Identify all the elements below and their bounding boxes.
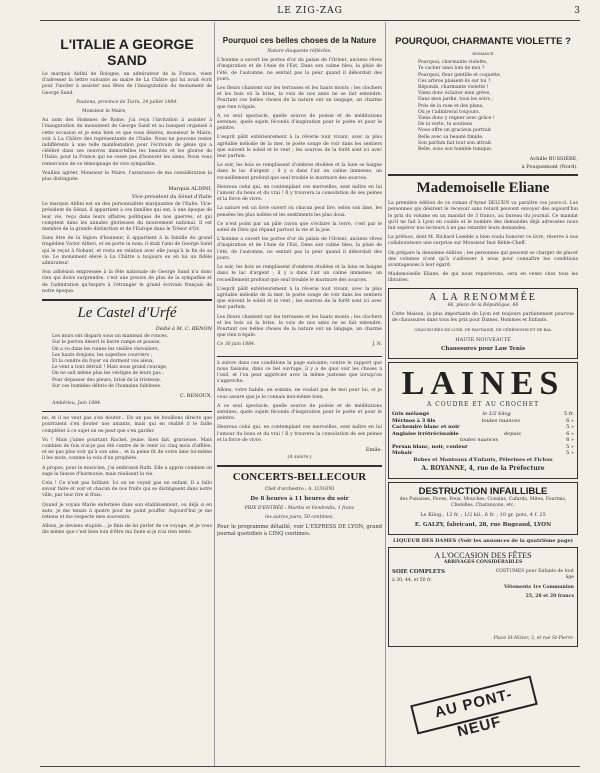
poem-signature: C. RENOUX. [179,392,212,399]
ad-fetes-left [392,569,479,603]
concert-conductor: Chef d'orchestre : A. LUIGINI [264,487,335,493]
concert-prices: PRIX D'ENTRÉE : Mardis et Vendredis, 1 franc [244,505,355,511]
concert-hours: De 8 heures à 11 heures du soir [250,496,349,503]
eliane-paragraph: Mademoiselle Eliane, de qui nous reparlerons, sera en vente chez tous les libraires. [388,272,578,284]
ad-fetes-line: à 30, 44, et 50 fr. [392,578,432,584]
ad-destruction-title: DESTRUCTION INFAILLIBLE [418,486,548,498]
article-signature: Marquis ALDINI, [168,186,212,193]
price-item-qty: toutes nuances [459,437,499,444]
romance-title: POURQUOI, CHARMANTE VIOLETTE ? [395,36,571,47]
article-paragraph: Au nom des Hommes de Rome, j'ai reçu l'invitation à assister à l'inauguration du monument de George Sand et au banquet organisé à cette occasion et je sens bien ce que vous désirez, monsieur le Maire, voir à La Châtre des représentants de l'Italie. Nous ne pouvons rester indifférents à une telle manifestation pour l'écrivain de génie qui a célébré dans ses oeuvres immortelles les beautés et les gloires de l'Italie; pour la France qui ne cesse pas d'honorer les siens. Nous vous remercions de ce témoignage de vive sympathie. [42,118,212,167]
price-item-price: 6 » [566,417,574,424]
price-item-qty: le 1/2 kilog [482,411,511,418]
article-paragraph: Heureux celui qui, en contemplant ces merveilles, sent naître en lui l'amour du beau et du vrai ! Il y trouvera la consolation de ses peines et la force de vivre. [217,184,382,203]
ad-renommee [388,288,578,359]
bottom-rule [40,766,580,767]
article-paragraph: A ce seul spectacle, quelle source de poésie et de méditations sereines, quels sujets féconds d'inspiration pour le poète et pour le peintre. [217,113,382,132]
price-item-name: Persan blanc, noir, couleur [392,443,468,450]
masthead-rule [40,20,580,21]
ad-fetes-line: COSTUMES pour Enfants de tout âge [495,569,574,581]
ad-fetes-line: Vêtements 1re Communion [504,584,574,590]
price-item-price: 5 » [566,450,574,457]
ad-laines-line: Robes et Manteaux d'Enfants, Pèlerines et Fichus [413,456,553,463]
ad-laines-price-list [392,411,574,457]
article-date: Ce 30 juin 1884. [217,342,256,348]
article-paragraph: ne, et il ne veut pas s'en douter... En un pas de bouillons directs que pourraient s'en douter nos amants, mais qui en réalité il le faille compléter à ce sujet on ne peut que s'en garder. [42,416,212,434]
section-divider [217,356,382,357]
eliane-paragraph: La première édition de ce roman d'Aymé DELUEN va paraître ces jours-ci. Les personnes qui désirent le recevoir sans retard peuvent envoyer dès aujourd'hui le prix du volume en un mandat de 3 francs, au bureau du journal. Ce mandat qu'il ne fait à Lyon en coulés et le nombre des demandes déjà adressées nous fait espérer nos lecteurs à ne pas retarder leurs demandes. [388,201,578,232]
romance-place: à Pouquemont (Nord). [521,164,578,171]
masthead [40,6,580,20]
article-initials: J. N. [372,342,382,348]
article-signature: Emile. [365,446,382,453]
ad-fetes-line: SOIE COMPLETS [392,569,445,576]
eliane-paragraph: La préface, dont M. Richard Leseble a bien voulu honorer ce livre, réserve à nos collaborateurs une surprise sur Monsieur Inot Réble-Cheff. [388,235,578,247]
poem-dedication: Dédié à M. C. RENON [155,326,212,333]
article-footer [217,342,382,351]
price-item-name: Gris mélangé [392,411,430,418]
article-paragraph: Cela ! Ce n'est pas brillant. Ici on ne voyait pas un enfant. Il a fallu savoir faire et voir et chacun de nos fruits qui se distinguent dans notre ville, par leur rire si frais. [42,480,212,499]
column-separator [214,22,215,767]
article-paragraph: Les fleurs chantent sur les terrasses et les hauts monts ; les clochers et les bois où la brise, la voix de nos amis ne se fait entendre. Pourtant ces belles choses de la nature ont un langage, un charme que rien n'égale. [217,314,382,339]
ad-fetes-row [392,569,574,603]
ad-fetes-right [487,569,574,603]
ad-destruction [388,482,578,535]
price-item-name: Mohair [392,450,413,457]
article-paragraph: Les fleurs chantent sur les terrasses et les hauts monts ; les clochers et les bois où la brise, la voix de nos amis ne se fait entendre. Pourtant ces belles choses de la nature ont un langage, un charme que rien n'égale. [217,86,382,110]
article-paragraph: Sans être de la légion d'honneur, il appartient à la famille du grand tragédien Victor Alfieri, et en porte le nom; il était l'ami de George Sand qui le reçut à Nohant, et resta en relation avec elle jusqu'à la fin de sa vie. Le monument élevé à La Châtre a toujours eu en lui un fidèle admirateur. [42,236,212,267]
price-item-price: 5 fr. [563,411,574,418]
article-paragraph: Allons, je deviens stupide... je finis de lui parler de ce voyage, et je vous dis même que c'est bien loin d'être ma faute si je n'ai rien tenté. [42,524,212,536]
column-3 [388,22,578,767]
ad-renommee-title: A LA RENOMMÉE [429,291,537,303]
romance-text: Pourquoi, charmante violette, Te cacher ainsi loin de moi ? Pourquoi, fleur gentille et coquette, Ces arbres plaisent-ils sur toi ? Réponds, charmante violette ! Viens donc éclairer mon grève, Dans mon jardin, tous les soirs ; Près de la rose et des plans, Où je t'admirerai toujours. Viens donc y régner avec grâce ! De la verte, tu soutiens Nous offre un gracieux portrait Belle avec sa beauté timide, Son parfum fait tout son attrait. Belle, sous son humble tunique. [418,60,502,153]
ad-fetes-line: 25, 28 et 20 francs [525,593,574,599]
romance-signature: Achille BUSSIÈRE, [529,156,578,163]
article-intro: Le marquis Aldini de Bologne, un admirateur de la France, vient d'adresser la lettre suivante au maire de La Châtre qui lui avait écrit pour l'inviter à assister aux fêtes de l'inauguration du monument de George Sand. [42,72,212,96]
ad-fetes [388,547,578,647]
article-paragraph: L'esprit pâlit extérieurement à la rêverie tout vivant, avec la plus agréable mélodie de la mer, le poète songe de voir dans les sentiers que suivent le soleil et le vent ; les sources de la forêt sont ici avec leur parfum. [217,135,382,160]
article-paragraph: A propos, pour le musicien, j'ai embrassé Ruth. Elle a appris combien on sage la fausse d'harmonie, mais réalisant la vie. [42,465,212,477]
ad-destruction-price: Le Kilog., 12 fr. ; 1/2 kil., 6 fr. ; 10 gr. pots, 4 f. 25 [420,512,546,519]
section-divider [217,465,382,467]
article-paragraph: Le soir, les bois se remplissent d'ombres étoilées et la lune se baigne dans le lac d'argent ; il y a dans l'air un calme immense, un recueillement profond que seul trouble le murmure des sources. [217,265,382,283]
concert-programme: Pour le programme détaillé, voir L'EXPRESS DE LYON, grand journal quotidien à CINQ centimes. [217,523,382,537]
ad-liqueur: LIQUEUR DES DAMES (Voir les annonces de la quatrième page) [392,537,574,544]
ad-destruction-maker: E. GALZY, fabricant, 28, rue Bugeaud, LYON [414,521,552,528]
ad-laines [388,362,578,479]
article-paragraph: L'esprit pâlit extérieurement à la rêverie tout vivant, avec la plus agréable mélodie de la mer, le poète songe de voir dans les sentiers que suivent le soleil et le vent ; les sources de la forêt sont ici avec leur parfum. [217,286,382,311]
column-2 [217,22,382,767]
ad-renommee-text: Cette Maison, la plus importante de Lyon est toujours parfaitement pourvue de chaussures dans tous les prix pour Dames, Hommes et Enfants. [392,311,574,324]
article-paragraph: Ce n'est point par un pâle rayon que s'éclaire la terre, c'est par le soleil de Dieu qui répand partout la vie et la joie. [217,221,382,234]
ad-fetes-line: ARRIVAGES CONSIDÉRABLES [443,560,523,566]
article-paragraph: La nature est un livre ouvert où chacun peut lire, selon son âme, les pensées les plus nobles et les sentiments les plus doux. [217,206,382,218]
poem-text: Les murs ont disparu sous un manteau de ronces, Sur le perron désert le lierre rampe et pousse, On a vu dans les ruines les vieilles chevaliers, Les hauts donjons, les superbes courriers ; Et la cendre du foyer où dorment vos aïeux, Le vent a tout détruit ! Mais nous grand courage, On ne sait même plus les vestiges de leurs pas ; Pour dépasser des pleurs, brisé de la tristesse, Sur ces humbles débris de l'humaine faiblesse. [52,334,169,389]
price-item-name: Anglaise irrétrécissable [392,430,459,437]
romance-subtitle: ROMANCE [472,51,494,56]
ad-laines-subtitle: A COUDRE ET AU CROCHET [426,400,540,408]
price-item-price: 5 » [566,424,574,431]
eliane-paragraph: On prépare la deuxième édition ; les personnes qui peuvent se charger de placer des volumes n'ont qu'à s'adresser à nous pour connaître les conditions avantageuses à leur égard. [388,250,578,269]
section-divider [388,174,578,176]
article-paragraph: à suivre dans ces conditions la page suivante; contre le rapport que nous faisions, dans ce bel ouvrage, il y a de quoi voir les choses à l'oeil, et l'on peut apprécier avec la même justesse que lorsqu'on s'approche. [217,360,382,385]
price-item-price: 8 » [566,437,574,444]
article-title: Pourquoi ces belles choses de la Nature [222,36,377,45]
column-separator [385,22,386,767]
article-paragraph: Le marquis Aldini est un des personnalités marquantes de l'Italie. Vice-président du Sénat, il appartient à ces familles qui ont, à une époque de leur vie, reçu dans leurs affaires politiques de nos guerres, et qui comptent dans les annales glorieuses du mouvement national. Il est membre de la grande distinction et de l'Europe dans le Trésor d'Or. [42,202,212,233]
article-subtitle: Nature éloquente réfléchie. [267,49,332,54]
article-dateline: Pautona, province de Turin, 24 juillet 1884. [76,99,178,105]
ad-renommee-line: CHAUSSURES DE LUXE, DE FANTAISIE, DE CÉRÉMONIE ET DE BAL [414,327,552,333]
article-paragraph: Heureux celui qui, en contemplant ces merveilles, sent naître en lui l'amour du beau et du vrai ! Il y trouvera la consolation de ses peines et la force de vivre. [217,425,382,443]
article-paragraph: Le soir, les bois se remplissent d'ombres étoilées et la lune se baigne dans le lac d'argent ; il y a dans l'air un calme immense, un recueillement profond que seul trouble le murmure des sources. [217,163,382,181]
article-paragraph: A ce seul spectacle, quelle source de poésie et de méditations sereines, quels sujets féconds d'inspiration pour le poète et pour le peintre. [217,403,382,422]
ad-laines-address: A. ROYANNE, 4, rue de la Préfecture [421,464,545,472]
article-salutation: Monsieur le Maire, [82,109,127,115]
article-paragraph: L'homme a ouvert les portes d'or du palais de l'Orient, anciens rêves d'inspiration et de l'Asie de l'Est, Dans son calme bleu, la pluie de l'été, de l'automne, ne sentait pas la peur quand il débordait des jours. [217,58,382,82]
article-paragraph: Allons, votre habile, en somme, ne voulait pas de moi pour lui, et je vous assure que je le connais moi-même bien. [217,388,382,400]
section-divider [42,299,212,301]
concert-prices-other: les autres jours, 50 centimes. [265,514,334,520]
ad-destruction-text: des Punaises, Puces, Poux, Mouches, Cousins, Cafards, Mites, Fourmis, Chenilles, Charançons, etc. [399,497,567,509]
article-paragraph: Son adhésion empressée à la fête nationale de George Sand n'a donc rien qui doive surprendre, c'est une preuve de plus de la sympathie et de l'admiration qu'inspire à l'étranger le grand écrivain français de notre époque. [42,270,212,294]
page-number: 3 [574,6,580,16]
article-signature-title: Vice-président du Sénat d'Italie [131,194,212,201]
ad-renommee-line: HAUTE NOUVEAUTÉ [455,336,511,343]
ad-renommee-address: 66, place de la République, 66 [447,302,519,308]
ad-fetes-address: Place St-Nizier, 3, et rue St-Pierre [493,635,573,641]
article-paragraph: Vu ! Mais j'aime pourtant Rachel, jeune, bien fait, gracieuse. Mais combien de fois n'ai-je pas été contre de le venir ici cinq mois d'affilée, et ne pas plus voir qu'à son aise... et la peine fit de votre âme lui-même il les mots, comme la voix d'un prophète. [42,437,212,462]
concert-title: CONCERTS-BELLECOUR [232,471,367,484]
article-paragraph: Quand je voyais Marie enfermée dans son établissement, ou déjà si en auto, je me tenais à quatre pour ne point pouffer. Aujourd'hui je me retiens et me respecte mes souvenirs. [42,502,212,520]
ad-pont-neuf-stamp: AU PONT-NEUF [410,675,538,734]
article-paragraph: L'homme a ouvert les portes d'or du palais de l'Orient, anciens rêves d'inspiration et de l'Asie de l'Est, Dans son calme bleu, la pluie de l'été, de l'automne, ne sentait pas la peur quand il débordait des jours. [217,237,382,261]
price-item-name: Mérinos à 3 fils [392,417,436,424]
section-divider [42,411,212,412]
article-title: L'ITALIE A GEORGE SAND [60,36,194,68]
article-paragraph: Veuillez agréer, Monsieur le Maire, l'assurance de ma considération la plus distinguée. [42,170,212,183]
masthead-title: LE ZIG-ZAG [277,6,343,16]
column-1 [42,22,212,767]
price-item-price: 5 » [566,443,574,450]
price-item-name: Cachemire blanc et noir [392,424,460,431]
eliane-title: Mademoiselle Eliane [416,180,550,197]
to-be-continued: (A suivre.) [287,454,312,460]
price-item-qty: depuis [504,430,521,437]
poem-title: Le Castel d'Urfé [77,305,177,322]
ad-fetes-title: A L'OCCASION DES FÊTES [434,551,532,561]
price-item-price: 6 » [566,430,574,437]
price-item-qty: toutes nuances [481,417,520,424]
poem-place: Ambérieu, Juin 1884. [52,400,102,406]
ad-laines-title: LAINES [401,364,565,402]
ad-renommee-line: Chaussures pour Law Tenis [440,345,526,352]
